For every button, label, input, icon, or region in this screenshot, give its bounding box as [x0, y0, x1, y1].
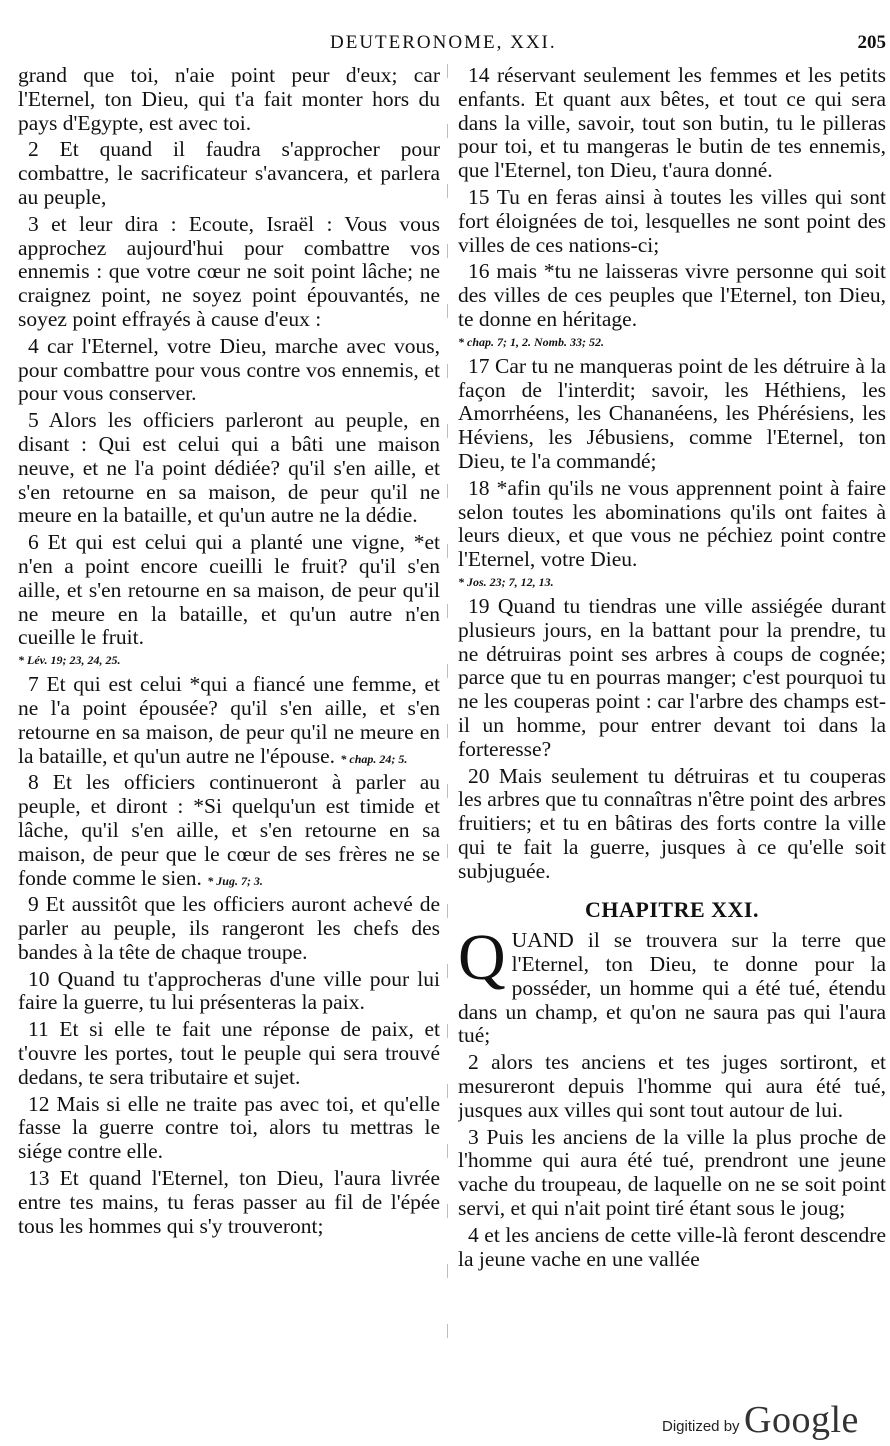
- left-column: [18, 64, 440, 1394]
- verse-8-text: 8 Et les officiers continueront à parler au peuple, et diront : *Si quelqu'un est timide et lâche, qu'il s'en aille, et s'en retourne en sa maison, de peur que le cœur de ses frères ne se fonde comme le sien.: [18, 770, 440, 890]
- verse-2: 2 Et quand il faudra s'approcher pour combattre, le sacrificateur s'avancera, et parlera au peuple,: [18, 137, 440, 209]
- chapter-verse-4: 4 et les anciens de cette ville-là feront descendre la jeune vache en une vallée: [458, 1222, 886, 1271]
- verse-10: 10 Quand tu t'approcheras d'une ville pour lui faire la guerre, tu lui présenteras la paix.: [18, 966, 440, 1015]
- verse-continuation: grand que toi, n'aie point peur d'eux; car l'Eternel, ton Dieu, qui t'a fait monter hors du pays d'Egypte, est avec toi.: [18, 64, 440, 135]
- verse-12: 12 Mais si elle ne traite pas avec toi, et qu'elle fasse la guerre contre toi, alors tu mettras le siége contre elle.: [18, 1091, 440, 1164]
- chapter-verse-2: 2 alors tes anciens et tes juges sortiront, et mesureront depuis l'homme qui aura été tué, jusques aux villes qui sont tout autour de lui.: [458, 1050, 886, 1122]
- chapter-heading: CHAPITRE XXI.: [585, 896, 759, 922]
- chapter-verse-1: [458, 921, 886, 1048]
- footnote-verse-6: * Lév. 19; 23, 24, 25.: [18, 653, 121, 668]
- verse-17: 17 Car tu ne manqueras point de les détruire à la façon de l'interdit; savoir, les Héthiens, les Amorrhéens, les Chananéens, les Phérésiens, les Héviens, les Jébusiens, comme l'Eternel, ton Dieu, te l'a commandé;: [458, 353, 886, 473]
- right-column: [458, 64, 886, 1394]
- verse-18: 18 *afin qu'ils ne vous apprennent point à faire selon toutes les abominations qu'ils ont faites à leurs dieux, et que vous ne péchiez point contre l'Eternel, votre Dieu.: [458, 475, 886, 572]
- verse-11: 11 Et si elle te fait une réponse de paix, et t'ouvre les portes, tout le peuple qui sera trouvé dedans, te sera tributaire et sujet.: [18, 1017, 440, 1089]
- verse-6: 6 Et qui est celui qui a planté une vigne, *et n'en a point encore cueilli le fruit? qu'il s'en aille, et s'en retourne en sa maison, de peur qu'il ne meure en la bataille, et qu'un autre n'en cueille le fruit.: [18, 530, 440, 650]
- verse-7: [18, 673, 440, 768]
- footnote-verse-16: * chap. 7; 1, 2. Nomb. 33; 52.: [458, 334, 604, 349]
- verse-3: 3 et leur dira : Ecoute, Israël : Vous vous approchez aujourd'hui pour combattre vos ennemis : que votre cœur ne soit point lâche; ne craignez point, ne soyez point épouvantés, ne soyez point effrayés à cause d'eux :: [18, 211, 440, 331]
- verse-13: 13 Et quand l'Eternel, ton Dieu, l'aura livrée entre tes mains, tu feras passer au fil de l'épée tous les hommes qui s'y trouveront;: [18, 1166, 440, 1238]
- google-logo: Google: [744, 1399, 859, 1441]
- verse-14: 14 réservant seulement les femmes et les petits enfants. Et quant aux bêtes, et tout ce qui sera dans la ville, savoir, tout son butin, tu le pilleras pour toi, et tu mangeras le butin de tes ennemis, que l'Eternel, ton Dieu, t'aura donné.: [458, 64, 886, 183]
- verse-20: 20 Mais seulement tu détruiras et tu couperas les arbres que tu connaîtras n'être point des arbres fruitiers; et tu en bâtiras des forts contre la ville qui te fait la guerre, jusques à ce qu'elle soit subjuguée.: [458, 763, 886, 883]
- digitization-watermark: [660, 1398, 880, 1444]
- column-divider: [447, 64, 448, 1364]
- drop-cap: Q: [458, 921, 506, 995]
- chapter-verse-1-text: UAND il se trouvera sur la terre que l'Eternel, ton Dieu, te donne pour la posséder, un homme qui a été tué, étendu dans un champ, et qu'on ne saura pas qui l'aura tué;: [458, 928, 886, 1048]
- digitized-by-label: Digitized by: [662, 1418, 740, 1435]
- page-header: [0, 30, 890, 60]
- verse-7-text: 7 Et qui est celui *qui a fiancé une femme, et ne l'a point épousée? qu'il s'en aille, et s'en retourne en sa maison, de peur qu'il ne meure en la bataille, et qu'un autre ne l'épouse.: [18, 672, 440, 768]
- verse-8: [18, 771, 440, 890]
- verse-16: 16 mais *tu ne laisseras vivre personne qui soit des villes de ces peuples que l'Eternel, ton Dieu, te donne en héritage.: [458, 259, 886, 331]
- footnote-verse-7: * chap. 24; 5.: [340, 751, 408, 766]
- verse-5: 5 Alors les officiers parleront au peuple, en disant : Qui est celui qui a bâti une maison neuve, et ne l'a point dédiée? qu'il s'en aille, et s'en retourne en sa maison, de peur qu'il ne meure en la bataille, et qu'un autre ne la dédie.: [18, 408, 440, 528]
- running-title: DEUTERONOME, XXI.: [330, 32, 557, 53]
- verse-9: 9 Et aussitôt que les officiers auront achevé de parler au peuple, ils rangeront les chefs des bandes à la tête de chaque troupe.: [18, 892, 440, 964]
- verse-15: 15 Tu en feras ainsi à toutes les villes qui sont fort éloignées de toi, lesquelles ne sont point des villes de ces nations-ci;: [458, 184, 886, 257]
- verse-19: 19 Quand tu tiendras une ville assiégée durant plusieurs jours, en la battant pour la prendre, tu ne détruiras point ses arbres à coups de cognée; parce que tu en pourras manger; c'est pourquoi tu ne les couperas point : car l'arbre des champs est-il un homme, pour entrer devant toi dans la forteresse?: [458, 593, 886, 761]
- footnote-verse-8: * Jug. 7; 3.: [207, 873, 263, 888]
- chapter-verse-3: 3 Puis les anciens de la ville la plus proche de l'homme qui aura été tué, prendront une jeune vache du troupeau, de laquelle on ne se soit point servi, et qui n'ait point tiré étant sous le joug;: [458, 1124, 886, 1221]
- footnote-verse-18: * Jos. 23; 7, 12, 13.: [458, 574, 554, 589]
- verse-4: 4 car l'Eternel, votre Dieu, marche avec vous, pour combattre pour vous contre vos ennemis, et pour vous conserver.: [18, 333, 440, 406]
- page-number: 205: [857, 32, 886, 53]
